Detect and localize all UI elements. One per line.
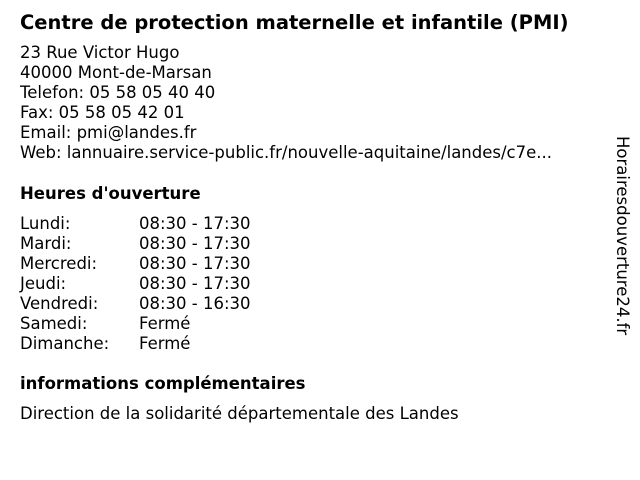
address-city: 40000 Mont-de-Marsan xyxy=(20,63,212,82)
time-value: 08:30 - 17:30 xyxy=(139,234,251,253)
time-value: 08:30 - 17:30 xyxy=(139,254,251,273)
day-label: Mercredi: xyxy=(20,254,98,273)
time-value: 08:30 - 16:30 xyxy=(139,294,251,313)
time-value: Fermé xyxy=(139,334,191,353)
time-value: Fermé xyxy=(139,314,191,333)
page-title: Centre de protection maternelle et infantile (PMI) xyxy=(20,11,569,34)
contact-block xyxy=(20,43,552,163)
hours-row-sunday xyxy=(20,334,320,354)
day-label: Samedi: xyxy=(20,314,88,333)
additional-info-heading: informations complémentaires xyxy=(20,374,306,393)
additional-info-text: Direction de la solidarité départementale des Landes xyxy=(20,404,459,423)
day-label: Lundi: xyxy=(20,214,71,233)
day-label: Jeudi: xyxy=(20,274,67,293)
hours-row-saturday xyxy=(20,314,320,334)
time-value: 08:30 - 17:30 xyxy=(139,274,251,293)
hours-row-monday xyxy=(20,214,320,234)
hours-row-friday xyxy=(20,294,320,314)
opening-hours-heading: Heures d'ouverture xyxy=(20,184,201,203)
hours-row-wednesday xyxy=(20,254,320,274)
day-label: Mardi: xyxy=(20,234,72,253)
opening-hours-table xyxy=(20,214,320,354)
phone-number: Telefon: 05 58 05 40 40 xyxy=(20,83,216,102)
email-address: Email: pmi@landes.fr xyxy=(20,123,197,142)
site-watermark: Horairesdouverture24.fr xyxy=(613,136,632,336)
time-value: 08:30 - 17:30 xyxy=(139,214,251,233)
day-label: Vendredi: xyxy=(20,294,99,313)
hours-row-tuesday xyxy=(20,234,320,254)
fax-number: Fax: 05 58 05 42 01 xyxy=(20,103,185,122)
hours-row-thursday xyxy=(20,274,320,294)
address-street: 23 Rue Victor Hugo xyxy=(20,43,180,62)
website-link: Web: lannuaire.service-public.fr/nouvelle-aquitaine/landes/c7e... xyxy=(20,143,553,162)
day-label: Dimanche: xyxy=(20,334,110,353)
